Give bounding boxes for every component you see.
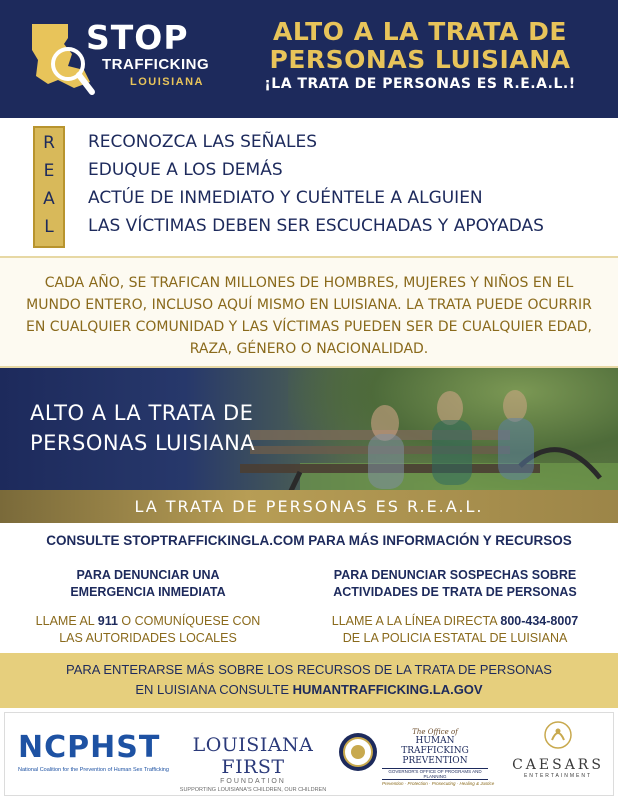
consult-website-line: CONSULTE STOPTRAFFICKINGLA.COM PARA MÁS INFORMACIÓN Y RECURSOS bbox=[46, 533, 572, 548]
real-item-act: ACTÚE DE INMEDIATO Y CUÉNTELE A ALGUIEN bbox=[88, 188, 483, 208]
info-section bbox=[0, 523, 618, 653]
header-title-line1: ALTO A LA TRATA DE bbox=[273, 17, 567, 46]
photo-band-text: LA TRATA DE PERSONAS ES R.E.A.L. bbox=[134, 497, 484, 516]
htp-line3: PREVENTION bbox=[402, 756, 468, 766]
real-letter-a: A bbox=[43, 189, 55, 209]
real-acronym-box bbox=[33, 126, 65, 248]
caesars-logo bbox=[508, 720, 608, 779]
emergency-call-text: LLAME AL bbox=[35, 614, 95, 628]
logo-trafficking-text: TRAFFICKING bbox=[102, 56, 210, 73]
hotline-call-text: LLAME A LA LÍNEA DIRECTA bbox=[331, 614, 497, 628]
hotline-body bbox=[300, 613, 610, 647]
photo-title-line2: PERSONAS LUISIANA bbox=[30, 431, 256, 455]
real-item-listen: LAS VÍCTIMAS DEBEN SER ESCUCHADAS Y APOYADAS bbox=[88, 216, 544, 236]
photo-title-line1: ALTO A LA TRATA DE bbox=[30, 401, 254, 425]
logo-louisiana-text: LOUISIANA bbox=[130, 76, 204, 88]
ncphst-name: NCPHST bbox=[18, 730, 161, 765]
emergency-heading bbox=[8, 567, 288, 601]
logo-stop-text: STOP bbox=[86, 18, 189, 57]
intro-paragraph: CADA AÑO, SE TRAFICAN MILLONES DE HOMBRES, MUJERES Y NIÑOS EN EL MUNDO ENTERO, INCLUSO AQUÍ MISMO EN LUISIANA. LA TRATA PUEDE OCURRIR EN CUALQUIER COMUNIDAD Y LAS VÍCTIMAS PUEDEN SER DE CUALQUIER EDAD, RAZA, GÉNERO O NACIONALIDAD. bbox=[26, 275, 592, 357]
real-letter-e: E bbox=[43, 161, 55, 181]
real-list bbox=[88, 128, 608, 240]
emergency-body-line1 bbox=[8, 613, 288, 630]
emergency-heading-line2: EMERGENCIA INMEDIATA bbox=[70, 585, 226, 599]
header-title bbox=[240, 18, 600, 74]
caesars-name: CAESARS bbox=[512, 757, 604, 773]
resources-bar bbox=[0, 653, 618, 708]
hotline-body-line1 bbox=[300, 613, 610, 630]
photo-title bbox=[30, 398, 255, 458]
htp-line2: HUMAN TRAFFICKING bbox=[401, 736, 469, 756]
photo-banner bbox=[0, 368, 618, 523]
real-section bbox=[0, 118, 618, 256]
htp-line5: Prevention · Protection · Prosecuting · Healing & Justice bbox=[382, 781, 495, 786]
resources-line2 bbox=[0, 682, 618, 697]
emergency-column bbox=[8, 567, 288, 647]
intro-paragraph-section bbox=[0, 256, 618, 368]
hotline-body-line2: DE LA POLICIA ESTATAL DE LUISIANA bbox=[342, 631, 568, 645]
photo-band bbox=[0, 490, 618, 523]
htp-line4: GOVERNOR'S OFFICE OF PROGRAMS AND PLANNING bbox=[382, 768, 488, 780]
resources-website-link[interactable]: HUMANTRAFFICKING.LA.GOV bbox=[292, 682, 483, 697]
ncphst-tagline: National Coalition for the Prevention of Human Sex Trafficking bbox=[18, 767, 169, 773]
htp-office-logo bbox=[382, 728, 495, 786]
hotline-number: 800-434-8007 bbox=[500, 614, 579, 628]
ncphst-logo bbox=[18, 730, 168, 773]
emergency-heading-line1: PARA DENUNCIAR UNA bbox=[76, 568, 220, 582]
louisiana-first-name: LOUISIANA FIRST bbox=[192, 734, 314, 778]
louisiana-first-tagline: SUPPORTING LOUISIANA'S CHILDREN, OUR CHILDREN bbox=[179, 787, 327, 793]
emergency-body bbox=[8, 613, 288, 647]
caesars-entertainment: ENTERTAINMENT bbox=[523, 773, 593, 779]
louisiana-first-foundation: FOUNDATION bbox=[220, 778, 286, 785]
hotline-heading-line2: ACTIVIDADES DE TRATA DE PERSONAS bbox=[333, 585, 577, 599]
header-title-line2: PERSONAS LUISIANA bbox=[269, 45, 571, 74]
louisiana-first-logo bbox=[178, 734, 328, 793]
real-letter-l: L bbox=[44, 217, 54, 237]
emergency-contact-text: O COMUNÍQUESE CON bbox=[121, 614, 261, 628]
resources-consult-text: EN LUISIANA CONSULTE bbox=[135, 682, 290, 697]
header-subtitle: ¡LA TRATA DE PERSONAS ES R.E.A.L.! bbox=[264, 76, 576, 92]
resources-line1: PARA ENTERARSE MÁS SOBRE LOS RECURSOS DE LA TRATA DE PERSONAS bbox=[66, 662, 552, 677]
hotline-heading bbox=[300, 567, 610, 601]
emergency-body-line2: LAS AUTORIDADES LOCALES bbox=[59, 631, 237, 645]
caesars-laurel-icon bbox=[543, 720, 573, 750]
hotline-column bbox=[300, 567, 610, 647]
stop-trafficking-logo bbox=[28, 14, 228, 104]
emergency-number: 911 bbox=[97, 614, 118, 628]
partner-logos bbox=[0, 708, 618, 800]
state-seal-icon bbox=[338, 732, 378, 772]
hotline-heading-line1: PARA DENUNCIAR SOSPECHAS SOBRE bbox=[333, 568, 577, 582]
real-item-recognize: RECONOZCA LAS SEÑALES bbox=[88, 132, 318, 152]
real-letter-r: R bbox=[43, 133, 55, 153]
real-item-educate: EDUQUE A LOS DEMÁS bbox=[88, 160, 283, 180]
header-banner bbox=[0, 0, 618, 118]
htp-line1: The Office of bbox=[412, 728, 458, 736]
